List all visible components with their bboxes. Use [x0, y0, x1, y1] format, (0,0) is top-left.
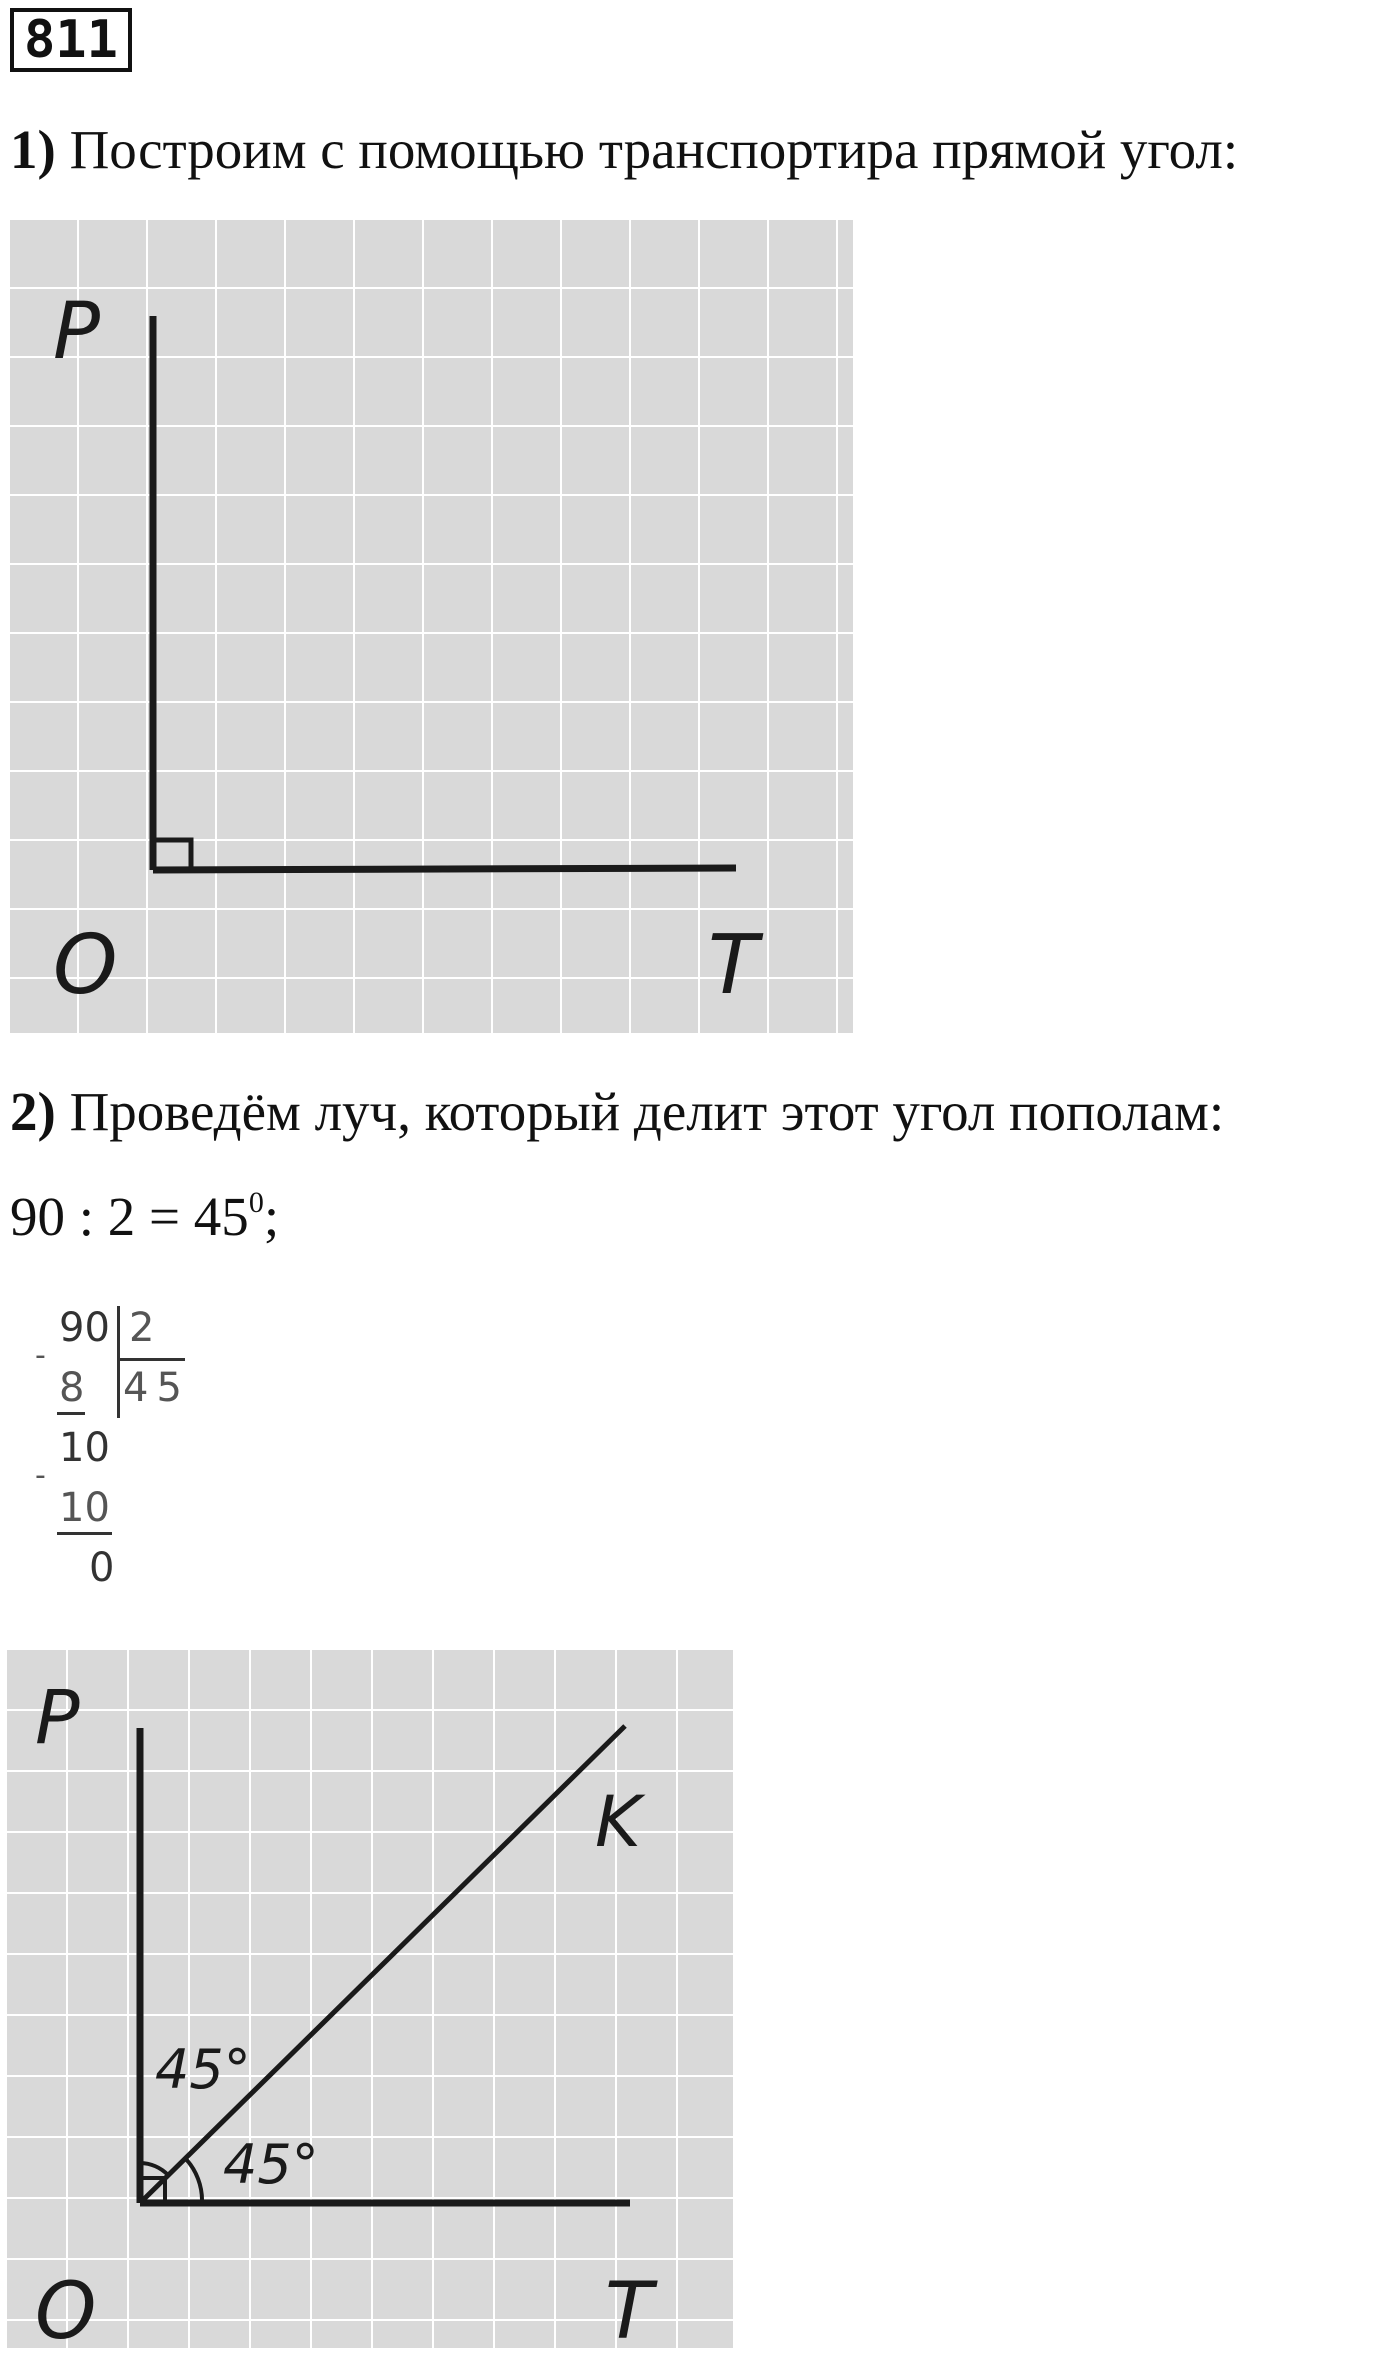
grid-paper — [8, 218, 853, 1033]
subtraction-line-2 — [57, 1532, 112, 1535]
figure-bisected-angle — [5, 1648, 733, 2348]
problem-number: 811 — [10, 8, 132, 72]
equation-tail: ; — [263, 1186, 280, 1247]
figure-right-angle — [8, 218, 853, 1033]
label-p-2: P — [35, 1675, 80, 1761]
label-o: O — [53, 918, 118, 1013]
subtrahend-2: 10 — [59, 1485, 110, 1531]
label-t: T — [708, 918, 759, 1013]
division-vertical-line — [117, 1306, 120, 1418]
division-quotient-line — [119, 1358, 185, 1361]
step-2-number: 2) — [10, 1081, 56, 1142]
label-t-2: T — [605, 2267, 653, 2348]
step-2 — [10, 1080, 1224, 1143]
minus-sign-2: - — [35, 1458, 46, 1493]
long-division — [35, 1300, 215, 1600]
remainder-1: 10 — [59, 1425, 110, 1471]
step-2-text: Проведём луч, который делит этот угол пополам: — [69, 1081, 1225, 1142]
label-o-2: O — [35, 2267, 97, 2348]
step-1-number: 1) — [10, 119, 56, 180]
remainder-2: 0 — [89, 1545, 115, 1591]
step-1 — [10, 118, 1238, 181]
quotient: 45 — [123, 1365, 190, 1411]
grid-paper-2 — [5, 1648, 733, 2348]
equation — [10, 1185, 279, 1248]
dividend: 90 — [59, 1305, 110, 1351]
label-p: P — [53, 287, 101, 377]
subtrahend-1: 8 — [59, 1365, 85, 1411]
label-k: K — [595, 1781, 641, 1863]
equation-main: 90 : 2 = 45 — [10, 1186, 249, 1247]
subtraction-line-1 — [57, 1412, 85, 1415]
divisor: 2 — [129, 1305, 155, 1351]
angle-label-lower: 45° — [223, 2133, 319, 2196]
equation-degree: 0 — [248, 1185, 264, 1219]
angle-label-upper: 45° — [155, 2038, 251, 2101]
ray-ot — [153, 868, 736, 870]
step-1-text: Построим с помощью транспортира прямой угол: — [69, 119, 1239, 180]
minus-sign-1: - — [35, 1338, 46, 1373]
